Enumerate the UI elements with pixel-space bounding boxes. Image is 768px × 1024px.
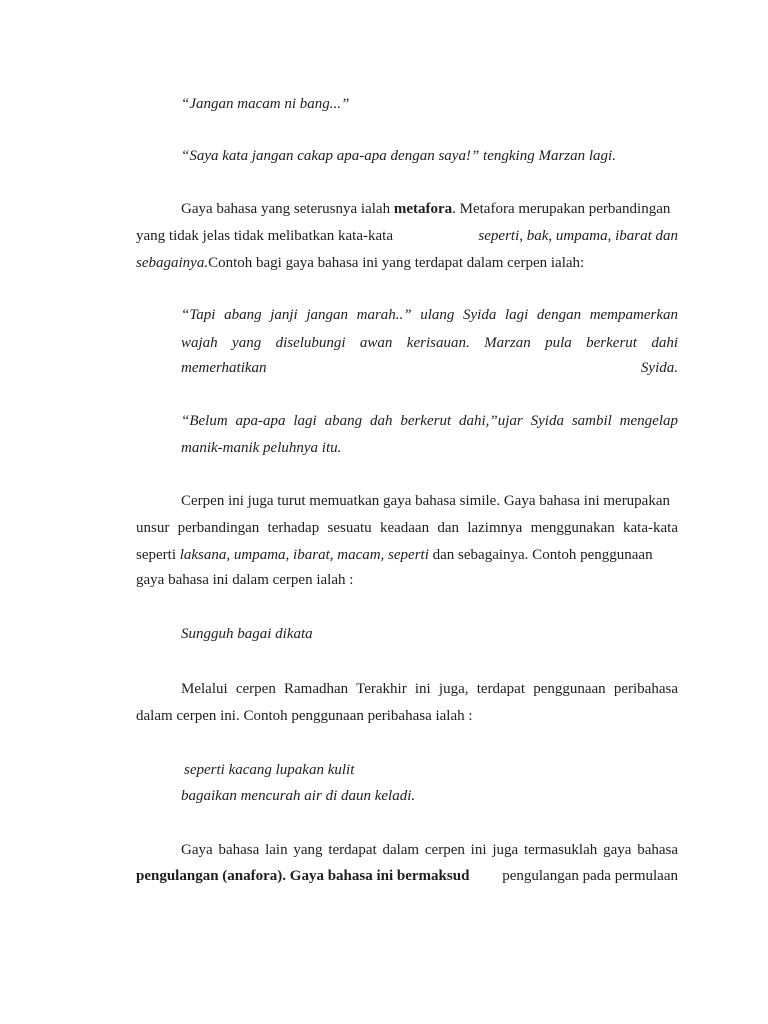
quote-line: memerhatikan Syida. — [181, 360, 678, 376]
quote-line: wajah yang diselubungi awan kerisauan. Marzan pula berkerut dahi — [181, 335, 678, 351]
paragraph-line: dalam cerpen ini. Contoh penggunaan peribahasa ialah : — [136, 708, 473, 724]
paragraph-line: pengulangan (anafora). Gaya bahasa ini bermaksud pengulangan pada permulaan — [136, 868, 678, 884]
proverb-line: bagaikan mencurah air di daun keladi. — [181, 788, 416, 804]
proverb-line: seperti kacang lupakan kulit — [184, 762, 355, 778]
quote-line: “Tapi abang janji jangan marah..” ulang Syida lagi dengan mempamerkan — [181, 307, 678, 323]
paragraph-line: sebagainya.Contoh bagi gaya bahasa ini yang terdapat dalam cerpen ialah: — [136, 255, 585, 271]
bold-term: pengulangan (anafora). Gaya bahasa ini bermaksud — [136, 868, 470, 884]
paragraph-line: seperti laksana, umpama, ibarat, macam, seperti dan sebagainya. Contoh penggunaan — [136, 547, 653, 563]
paragraph-line: Gaya bahasa lain yang terdapat dalam cerpen ini juga termasuklah gaya bahasa — [181, 842, 678, 858]
quote-line: “Belum apa-apa lagi abang dah berkerut dahi,”ujar Syida sambil mengelap — [181, 413, 678, 429]
paragraph-line: Melalui cerpen Ramadhan Terakhir ini juga, terdapat penggunaan peribahasa — [181, 681, 678, 697]
quote-line: manik-manik peluhnya itu. — [181, 440, 342, 456]
example-line: Sungguh bagai dikata — [181, 626, 313, 642]
paragraph-line: yang tidak jelas tidak melibatkan kata-kata seperti, bak, umpama, ibarat dan — [136, 228, 678, 244]
bold-term: metafora — [393, 201, 453, 217]
paragraph-line: unsur perbandingan terhadap sesuatu keadaan dan lazimnya menggunakan kata-kata — [136, 520, 678, 536]
dialogue-line: “Saya kata jangan cakap apa-apa dengan saya!” tengking Marzan lagi. — [181, 148, 616, 164]
paragraph-line: Cerpen ini juga turut memuatkan gaya bahasa simile. Gaya bahasa ini merupakan — [181, 493, 671, 509]
paragraph-line: Gaya bahasa yang seterusnya ialah metafora. Metafora merupakan perbandingan — [181, 201, 671, 217]
dialogue-line: “Jangan macam ni bang...” — [181, 96, 350, 112]
paragraph-line: gaya bahasa ini dalam cerpen ialah : — [136, 572, 354, 588]
